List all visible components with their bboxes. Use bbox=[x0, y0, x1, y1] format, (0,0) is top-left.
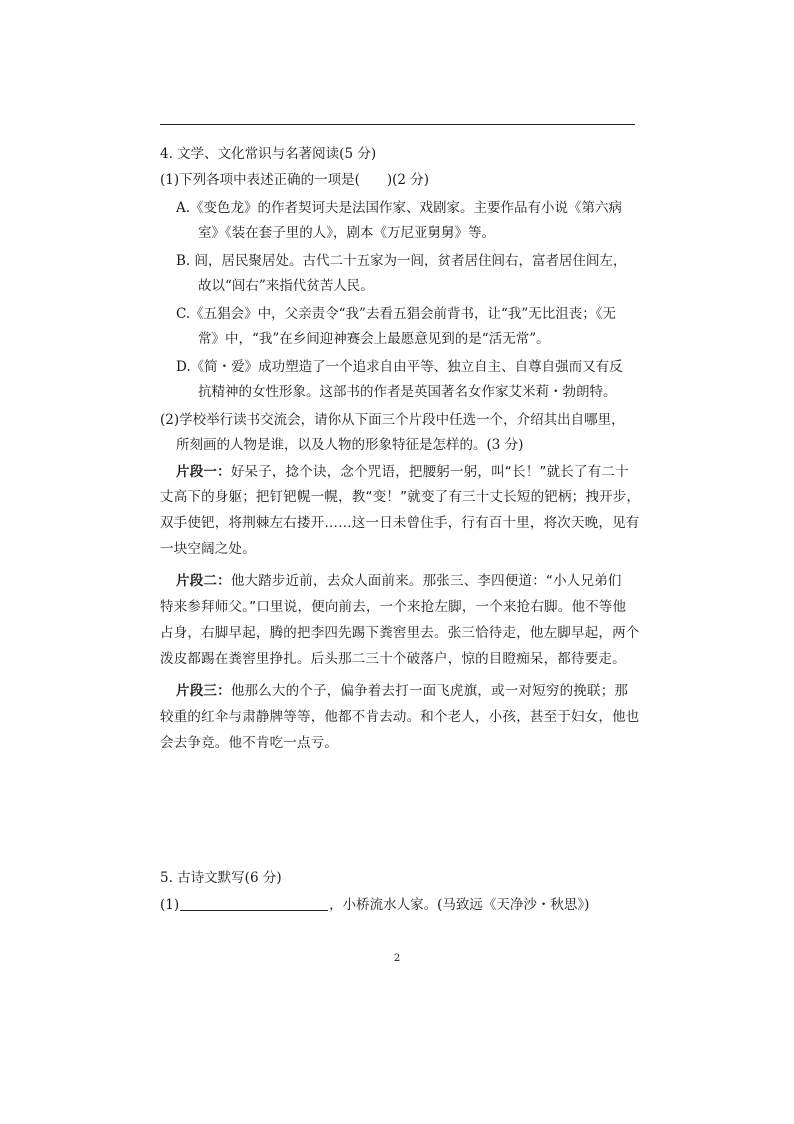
q4-option-c-line1: C.《五猖会》中，父亲责令“我”去看五猖会前背书，让“我”无比沮丧；《无 bbox=[176, 306, 616, 322]
q4-option-c-line2: 常》中，“我”在乡间迎神赛会上最愿意见到的是“活无常”。 bbox=[198, 331, 550, 347]
q5-title: 5. 古诗文默写(6 分) bbox=[160, 870, 282, 886]
q4-sub2-stem-line1: (2)学校举行读书交流会，请你从下面三个片段中任选一个，介绍其出自哪里， bbox=[160, 412, 625, 428]
passage-1-line3: 双手使钯，将荆棘左右搂开……这一日未曾住手，行有百十里，将次天晚，见有 bbox=[160, 515, 640, 531]
passage-text: 好呆子，捻个诀，念个咒语，把腰躬一躬，叫“长！”就长了有二十 bbox=[230, 464, 629, 480]
passage-3-line3: 会去争竞。他不肯吃一点亏。 bbox=[160, 735, 339, 751]
passage-1-label: 片段一： bbox=[176, 464, 231, 480]
passage-2-label: 片段二： bbox=[176, 573, 231, 589]
passage-2-line2: 特来参拜师父。”口里说，便向前去，一个来抢左脚，一个来抢右脚。他不等他 bbox=[160, 599, 627, 615]
passage-3-line2: 较重的红伞与肃静牌等等，他都不肯去动。和个老人，小孩，甚至于妇女，他也 bbox=[160, 709, 640, 725]
passage-2-line3: 占身，右脚早起，腾的把李四先踢下粪窖里去。张三恰待走，他左脚早起，两个 bbox=[160, 625, 640, 641]
answer-blank[interactable] bbox=[180, 909, 328, 911]
q4-sub1-stem: (1)下列各项中表述正确的一项是( )(2 分) bbox=[160, 172, 430, 188]
passage-1-line1 bbox=[176, 463, 629, 481]
q4-title: 4. 文学、文化常识与名著阅读(5 分) bbox=[160, 146, 377, 162]
passage-text: 他大踏步近前，去众人面前来。那张三、李四便道：“小人兄弟们 bbox=[230, 573, 622, 589]
q4-option-b-line2: 故以“闾右”来指代贫苦人民。 bbox=[198, 278, 374, 294]
passage-1-line4: 一块空阔之处。 bbox=[160, 541, 256, 557]
q5-item-1-text: ，小桥流水人家。(马致远《天净沙・秋思》) bbox=[329, 897, 590, 913]
q5-item-1-number: (1) bbox=[160, 897, 180, 913]
header-rule bbox=[160, 124, 635, 125]
page-number: 2 bbox=[393, 953, 401, 964]
q4-sub2-stem-line2: 所刻画的人物是谁，以及人物的形象特征是怎样的。(3 分) bbox=[176, 437, 524, 453]
passage-text: 他那么大的个子，偏争着去打一面飞虎旗，或一对短穷的挽联；那 bbox=[230, 683, 629, 699]
q4-option-d-line1: D.《简・爱》成功塑造了一个追求自由平等、独立自主、自尊自强而又有反 bbox=[176, 359, 623, 375]
q4-option-a-line2: 室》《装在套子里的人》，剧本《万尼亚舅舅》等。 bbox=[198, 225, 495, 241]
passage-2-line4: 泼皮都踢在粪窖里挣扎。后头那二三十个破落户，惊的目瞪痴呆，都待要走。 bbox=[160, 651, 626, 667]
passage-1-line2: 丈高下的身躯；把钉钯幌一幌，教“变！”就变了有三十丈长短的钯柄；拽开步， bbox=[160, 489, 641, 505]
q4-option-b-line1: B. 闾，居民聚居处。古代二十五家为一闾，贫者居住闾右，富者居住闾左， bbox=[176, 253, 627, 269]
q4-option-d-line2: 抗精神的女性形象。这部书的作者是英国著名女作家艾米莉・勃朗特。 bbox=[198, 384, 617, 400]
passage-3-line1 bbox=[176, 682, 628, 700]
q4-option-a-line1: A.《变色龙》的作者契诃夫是法国作家、戏剧家。主要作品有小说《第六病 bbox=[176, 200, 623, 216]
passage-3-label: 片段三： bbox=[176, 683, 231, 699]
q5-item-1 bbox=[160, 896, 589, 914]
passage-2-line1 bbox=[176, 572, 622, 590]
